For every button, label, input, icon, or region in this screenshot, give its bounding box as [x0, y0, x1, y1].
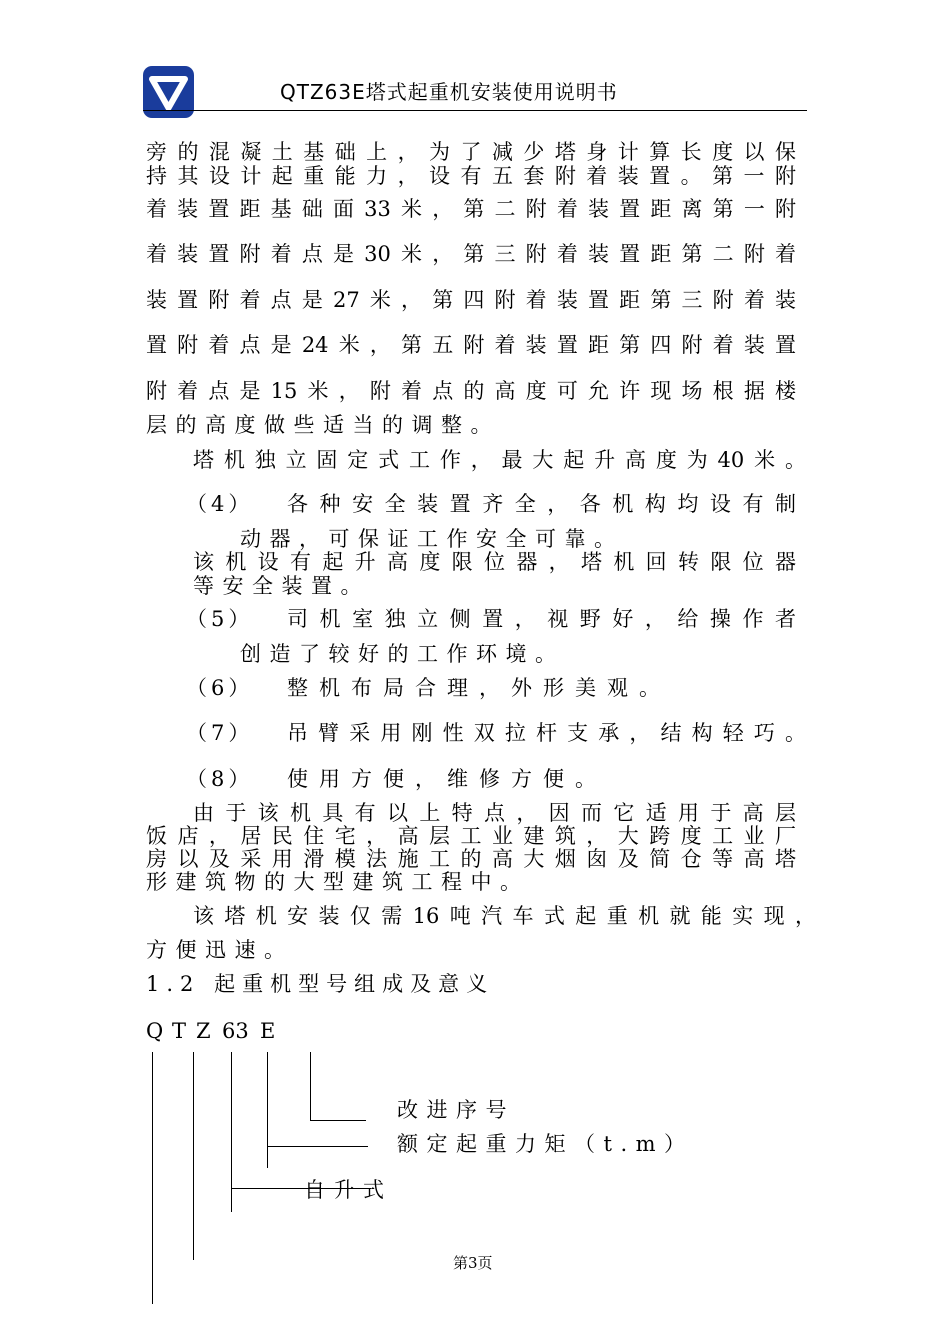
model-code-t: T — [172, 1019, 187, 1043]
diagram-line-e — [310, 1052, 311, 1120]
model-code-q: Q — [146, 1019, 164, 1043]
diagram-label-self-raising: 自升式 — [304, 1178, 393, 1202]
diagram-line-t — [193, 1052, 194, 1260]
item-line: 使用方便，维修方便。 — [287, 767, 607, 791]
body-line: 置附着点是24米，第五附着装置距第四附着装置 — [146, 333, 796, 357]
body-line: 着装置附着点是30米，第三附着装置距第二附着 — [146, 242, 796, 266]
body-line: 旁的混凝土基础上，为了减少塔身计算长度以保 — [146, 140, 796, 164]
section-heading: 1.2 起重机型号组成及意义 — [146, 972, 495, 996]
item-line: 吊臂采用刚性双拉杆支承，结构轻巧。 — [287, 721, 806, 745]
model-code-e: E — [260, 1019, 276, 1043]
body-line: 该机设有起升高度限位器，塔机回转限位器 — [193, 550, 796, 574]
diagram-branch-63 — [267, 1146, 368, 1147]
model-code-63: 63 — [222, 1019, 249, 1043]
body-line: 形建筑物的大型建筑工程中。 — [146, 870, 530, 894]
body-line: 附着点是15米，附着点的高度可允许现场根据楼 — [146, 379, 796, 403]
item-line: 司机室独立侧置，视野好，给操作者 — [287, 607, 796, 631]
diagram-line-63 — [267, 1052, 268, 1168]
item-line: 动器，可保证工作安全可靠。 — [240, 527, 624, 551]
model-code-z: Z — [196, 1019, 211, 1043]
body-line: 由于该机具有以上特点，因而它适用于高层 — [193, 801, 796, 825]
body-line: 该塔机安装仅需16吨汽车式起重机就能实现， — [193, 904, 816, 928]
body-line: 等安全装置。 — [193, 574, 370, 598]
diagram-branch-e — [310, 1120, 366, 1121]
body-line: 层的高度做些适当的调整。 — [146, 413, 500, 437]
document-title: QTZ63E塔式起重机安装使用说明书 — [280, 80, 618, 104]
item-number: （4） — [186, 492, 254, 516]
body-line: 方便迅速。 — [146, 938, 294, 962]
item-line: 各种安全装置齐全，各机构均设有制 — [287, 492, 796, 516]
item-line: 创造了较好的工作环境。 — [240, 642, 565, 666]
item-line: 整机布局合理，外形美观。 — [287, 676, 671, 700]
body-line: 着装置距基础面33米，第二附着装置距离第一附 — [146, 197, 796, 221]
diagram-label-rated-moment: 额定起重力矩（t.m） — [397, 1132, 694, 1156]
body-line: 塔机独立固定式工作，最大起升高度为40米。 — [193, 448, 806, 472]
header-divider — [143, 110, 807, 111]
body-line: 饭店，居民住宅，高层工业建筑，大跨度工业厂 — [146, 824, 796, 848]
page-number: 第3页 — [453, 1254, 493, 1272]
item-number: （5） — [186, 607, 254, 631]
body-line: 房以及采用滑模法施工的高大烟囱及简仓等高塔 — [146, 847, 796, 871]
body-line: 装置附着点是27米，第四附着装置距第三附着装 — [146, 288, 796, 312]
diagram-line-q — [152, 1052, 153, 1304]
item-number: （8） — [186, 767, 254, 791]
diagram-label-improvement-no: 改进序号 — [397, 1098, 515, 1122]
item-number: （6） — [186, 676, 254, 700]
body-line: 持其设计起重能力，设有五套附着装置。第一附 — [146, 164, 796, 188]
item-number: （7） — [186, 721, 254, 745]
